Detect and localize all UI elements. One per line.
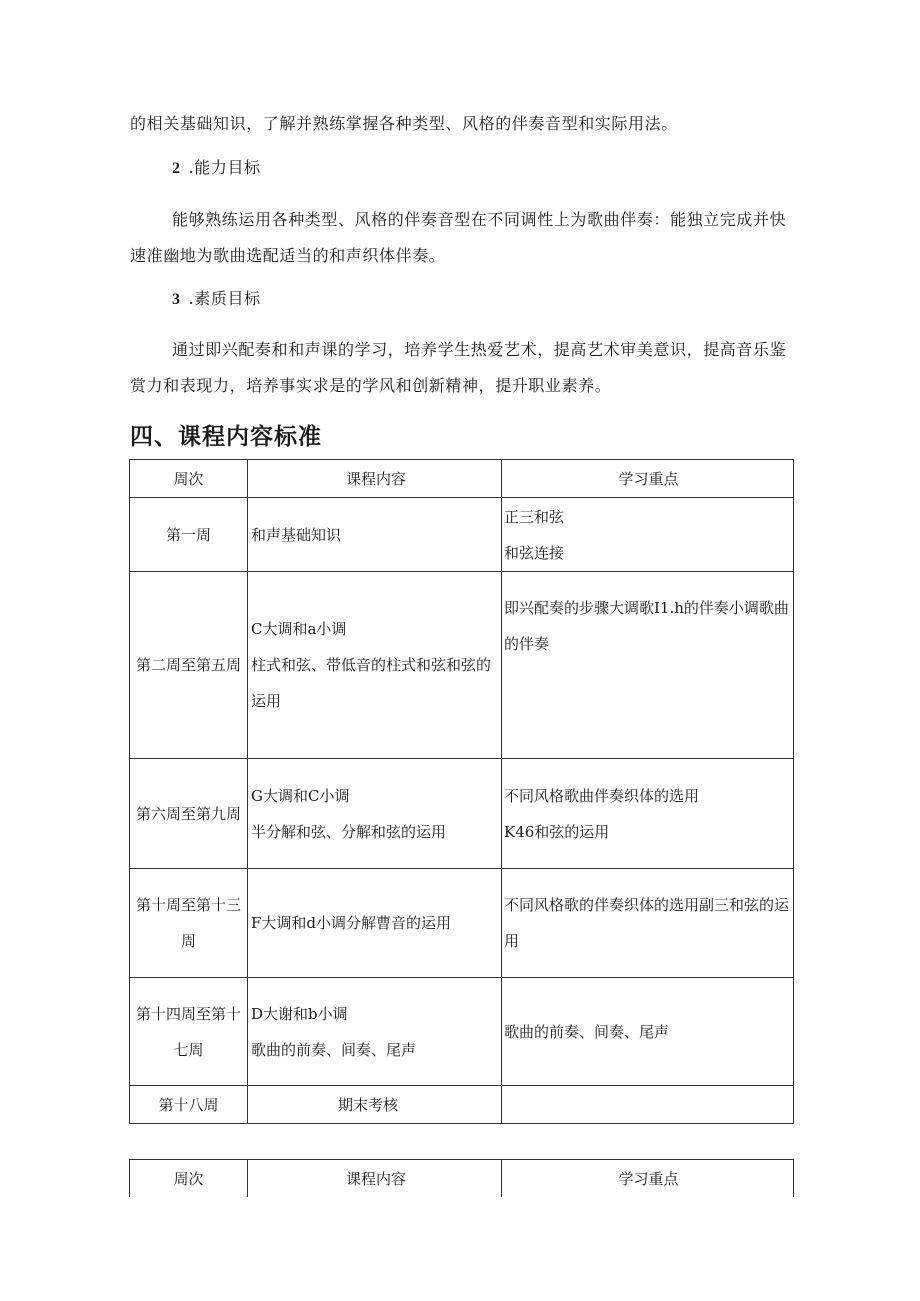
- key-line: 不同风格歌曲伴奏织体的选用: [504, 786, 700, 805]
- ability-goal-heading-text: .能力目标: [188, 158, 261, 177]
- table-row: [130, 1086, 794, 1124]
- table-row: [130, 498, 794, 572]
- row-key: [502, 1086, 794, 1124]
- key-line: 和弦连接: [504, 543, 565, 562]
- row-content: [248, 572, 502, 759]
- intro-paragraph-tail: 的相关基础知识，了解并熟练掌握各种类型、风格的伴奏音型和实际用法。: [130, 114, 678, 133]
- section-title: 四、课程内容标准: [130, 424, 322, 450]
- content-line: F大调和d小调分解曹音的运用: [251, 914, 452, 932]
- header-week: 周次: [130, 1160, 248, 1198]
- quality-goal-number: 3: [172, 291, 181, 308]
- table-row: [130, 572, 794, 759]
- page-bottom-blank: [0, 1197, 920, 1301]
- row-content: [248, 498, 502, 572]
- quality-goal-heading: [172, 281, 261, 318]
- key-line: 不同风格歌的伴奏织体的选用副三和弦的运用: [504, 896, 790, 950]
- ability-goal-number: 2: [172, 160, 181, 177]
- row-key: [502, 572, 794, 759]
- key-line: 歌曲的前奏、间奏、尾声: [504, 1022, 670, 1041]
- ability-goal-heading: [172, 150, 261, 187]
- content-line: G大调和C小调: [251, 786, 350, 805]
- content-line: 半分解和弦、分解和弦的运用: [251, 822, 447, 841]
- table-row: [130, 759, 794, 869]
- row-content: [248, 1086, 502, 1124]
- content-line: 柱式和弦、带低音的柱式和弦和弦的运用: [251, 656, 492, 710]
- content-line: 和声基础知识: [251, 525, 342, 544]
- quality-goal-paragraph: 通过即兴配奏和和声课的学习，培养学生热爱艺术，提高艺术审美意识，提高音乐鉴赏力和表现力，培养事实求是的学风和创新精神，提升职业素养。: [130, 340, 787, 395]
- table-header-row: [130, 460, 794, 498]
- header-week: 周次: [130, 460, 248, 498]
- row-content: [248, 978, 502, 1086]
- content-line: 期末考核: [338, 1095, 399, 1114]
- row-content: [248, 869, 502, 978]
- table-row: [130, 869, 794, 978]
- row-key: [502, 759, 794, 869]
- row-week: 第一周: [130, 498, 248, 572]
- ability-goal-paragraph: 能够熟练运用各种类型、风格的伴奏音型在不同调性上为歌曲伴奏：能独立完成并快速准幽地为歌曲选配适当的和声织体伴奏。: [130, 210, 787, 265]
- row-week: 第六周至第九周: [130, 759, 248, 869]
- header-content: 课程内容: [248, 460, 502, 498]
- table-header-row: [130, 1160, 794, 1198]
- header-key: 学习重点: [502, 460, 794, 498]
- key-line: 正三和弦: [504, 507, 565, 526]
- content-line: 歌曲的前奏、间奏、尾声: [251, 1040, 417, 1059]
- table-row: [130, 978, 794, 1086]
- content-line: D大谢和b小调: [251, 1004, 348, 1023]
- header-key: 学习重点: [502, 1160, 794, 1198]
- row-key: [502, 869, 794, 978]
- row-week: 第十八周: [130, 1086, 248, 1124]
- course-content-table: [129, 459, 794, 1124]
- row-key: [502, 978, 794, 1086]
- key-line: K46和弦的运用: [504, 822, 610, 841]
- header-content: 课程内容: [248, 1160, 502, 1198]
- row-week: 第十四周至第十七周: [130, 978, 248, 1086]
- row-week: 第二周至第五周: [130, 572, 248, 759]
- row-key: [502, 498, 794, 572]
- quality-goal-heading-text: .素质目标: [188, 289, 261, 308]
- content-line: C大调和a小调: [251, 620, 347, 638]
- key-line: 即兴配奏的步骤大调歌I1.h的伴奏小调歌曲的伴奏: [504, 599, 789, 653]
- row-week: 第十周至第十三周: [130, 869, 248, 978]
- row-content: [248, 759, 502, 869]
